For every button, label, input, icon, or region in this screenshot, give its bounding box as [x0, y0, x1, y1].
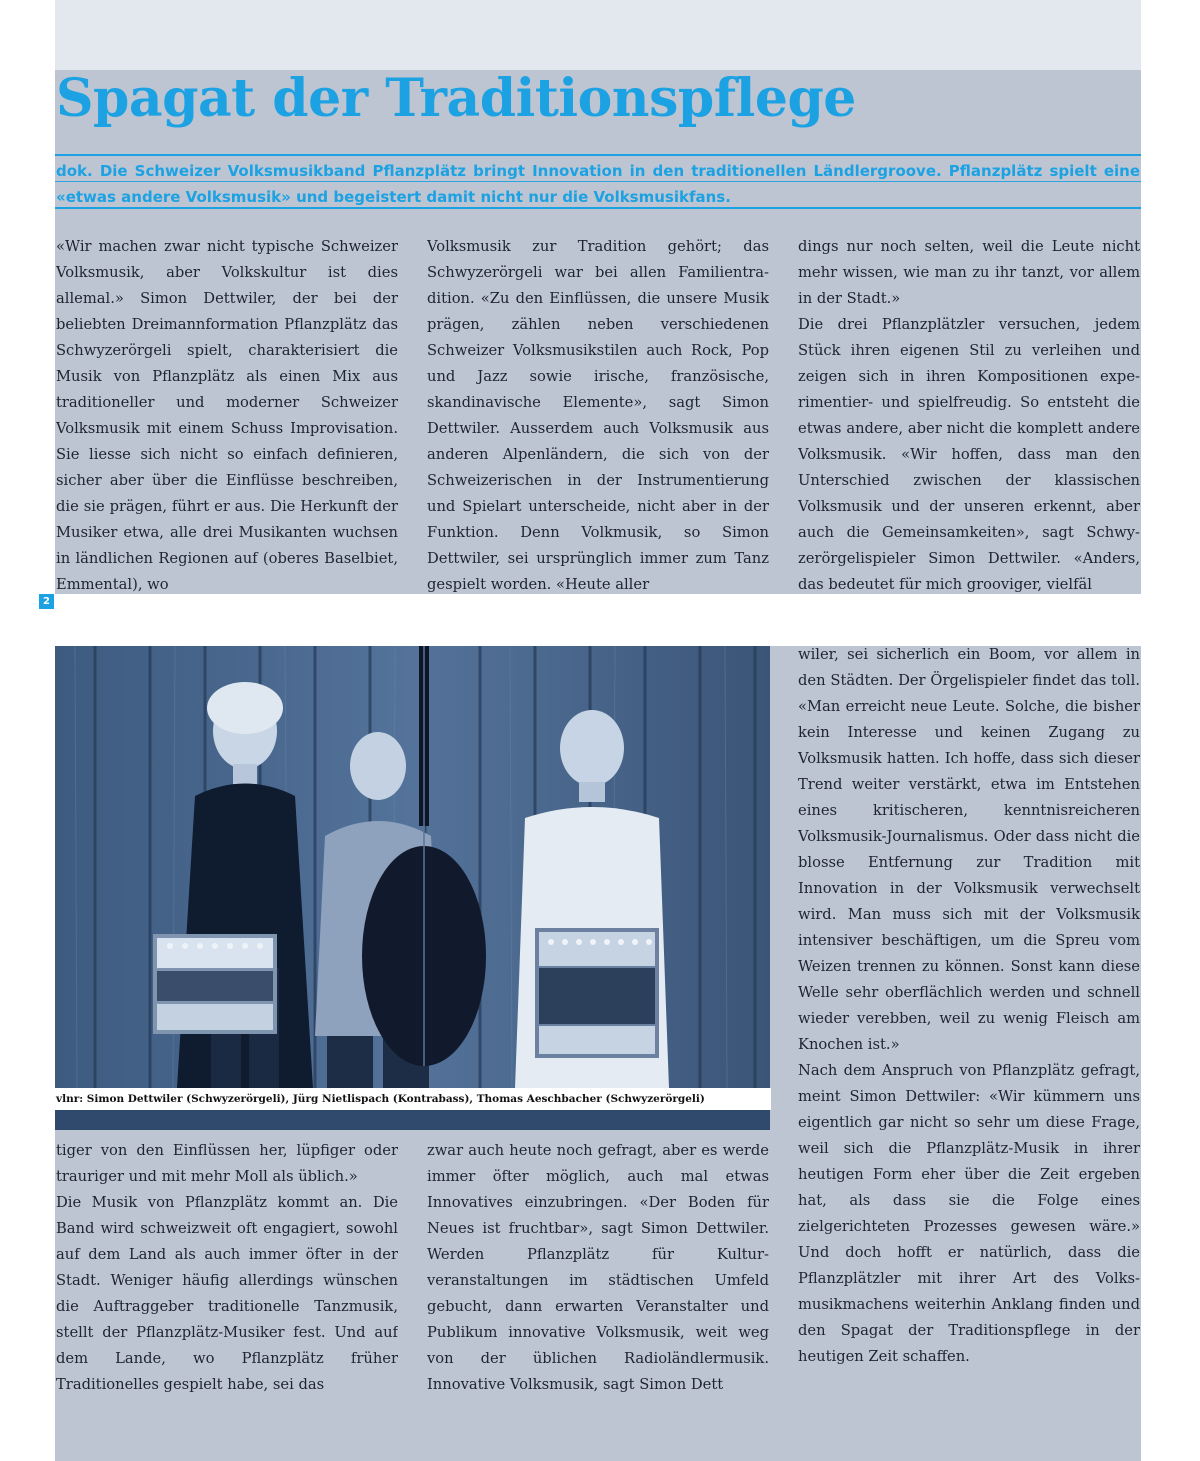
column-2-top: Volksmusik zur Tradition gehört; das Schwyzerörgeli war bei allen Familientradition. «Zu den Einflüssen, die unsere Musik prägen, zählen neben verschiedenen Schweizer Volksmusikstilen auch Rock, Pop und Jazz sowie irische, französische, skandinavische Elemente», sagt Simon Dettwiler. Ausserdem auch Volksmusik aus anderen Alpenländern, die sich von der Schweizerischen in der Instrumentierung und Spielart unterscheide, nicht aber in der Funktion. Denn Volkmusik, so Simon Dettwiler, sei ursprünglich immer zum Tanz gespielt worden. «Heute aller — [427, 238, 769, 593]
band-photo-illustration — [55, 646, 770, 1088]
photo-caption: vlnr: Simon Dettwiler (Schwyzerörgeli), Jürg Nietlispach (Kontrabass), Thomas Aeschbacher (Schwyzerörgeli) — [55, 1088, 771, 1110]
title-rule — [55, 154, 1141, 156]
article-lead: dok. Die Schweizer Volksmusikband Pflanzplätz bringt Innovation in den traditionellen Ländlergroove. Pflanzplätz spielt eine «etwas andere Volksmusik» und begeistert damit nicht nur die Volksmusikfans. — [56, 162, 1140, 206]
column-2-bottom: zwar auch heute noch gefragt, aber es werde immer öfter möglich, auch mal etwas Innovatives einzubringen. «Der Boden für Neues ist fruchtbar», sagt Simon Dettwiler. Werden Pflanzplätz für Kulturveranstaltungen im städtischen Umfeld gebucht, dann erwarten Veranstalter und Publikum innovative Volksmusik, weit weg von der üblichen Radioländlermusik. Innovative Volksmusik, sagt Simon Dett — [427, 1142, 769, 1393]
article-title: Spagat der Traditionspflege — [56, 68, 856, 129]
column-1-bottom: tiger von den Einflüssen her, lüpfiger oder trauriger und mit mehr Moll als üblich.» Die Musik von Pflanzplätz kommt an. Die Band wird schweizweit oft engagiert, sowohl auf dem Land als auch immer öfter in der Stadt. Weniger häufig allerdings wünschen die Auftraggeber traditionelle Tanzmusik, stellt der Pflanzplätz-Musiker fest. Und auf dem Lande, wo Pflanzplätz früher Traditionelles gespielt habe, sei das — [56, 1142, 398, 1393]
column-3-top: dings nur noch selten, weil die Leute nicht mehr wissen, wie man zu ihr tanzt, vor allem in der Stadt.» Die drei Pflanzplätzler versuchen, jedem Stück ihren eigenen Stil zu verleihen und zeigen sich in ihren Kompositionen experimentier- und spielfreudig. So entsteht die etwas andere, aber nicht die komplett andere Volksmusik. «Wir hoffen, dass man den Unterschied zwischen der klassischen Volksmusik und der unseren erkennt, aber auch die Gemeinsamkeiten», sagt Schwyzerörgelispieler Simon Dettwiler. «Anders, das bedeutet für mich grooviger, vielfäl — [798, 238, 1140, 593]
accordion-right — [535, 928, 659, 1058]
page-number: 2 — [39, 594, 54, 609]
column-3-bottom: wiler, sei sicherlich ein Boom, vor allem in den Städten. Der Örgelispieler findet das toll. «Man erreicht neue Leute. Solche, die bisher kein Interesse und keinen Zugang zu Volksmusik hatten. Ich hoffe, dass sich dieser Trend weiter verstärkt, etwa im Entstehen eines kritischeren, kenntnisreicheren Volksmusik-Journalismus. Oder dass nicht die blosse Entfernung zur Tradition mit Innovation in der Volksmusik verwechselt wird. Man muss sich mit der Volksmusik intensiver beschäftigen, um die Spreu vom Weizen trennen zu können. Sonst kann diese Welle sehr oberflächlich werden und schnell wieder verebben, weil zu wenig Fleisch am Knochen ist.» Nach dem Anspruch von Pflanzplätz gefragt, meint Simon Dettwiler: «Wir kümmern uns eigentlich gar nicht so sehr um diese Frage, weil sich die Pflanzplätz-Musik in ihrer heutigen Form eher über die Zeit ergeben hat, als dass sie die Folge eines zielgerichteten Prozesses gewesen wäre.» Und doch hofft er natürlich, dass die Pflanzplätzler mit ihrer Art des Volksmusikmachens weiterhin Anklang finden und den Spagat der Traditionspflege in der heutigen Zeit schaffen. — [798, 646, 1140, 1365]
band-photo — [55, 646, 770, 1088]
lead-rule-bottom — [55, 207, 1141, 209]
accordion-left — [153, 934, 277, 1034]
top-band — [55, 0, 1141, 70]
lead-rule-middle — [55, 181, 1141, 182]
photo-bottom-strip — [55, 1110, 770, 1130]
column-1-top: «Wir machen zwar nicht typische Schweizer Volksmusik, aber Volkskultur ist dies allemal.» Simon Dettwiler, der bei der beliebten Dreimannformation Pflanzplätz das Schwyzerörgeli spielt, charakterisiert die Musik von Pflanzplätz als einen Mix aus traditioneller und moderner Schweizer Volksmusik mit einem Schuss Improvisation. Sie liesse sich nicht so einfach definieren, sicher aber über die Einflüsse beschreiben, die sie prägen, führt er aus. Die Herkunft der Musiker etwa, alle drei Musikanten wuchsen in ländlichen Regionen auf (oberes Baselbiet, Emmental), wo — [56, 238, 398, 593]
